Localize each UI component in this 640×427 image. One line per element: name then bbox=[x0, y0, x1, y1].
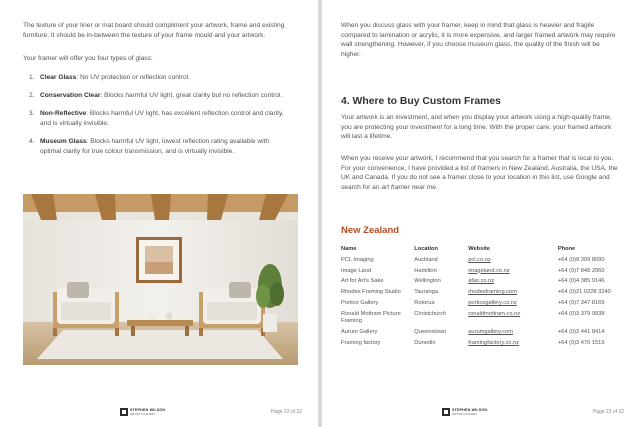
glass-term: Clear Glass bbox=[40, 74, 77, 81]
table-row: Portico Gallery Rotorua porticogallery.co.nz +64 (0)7 347 8169 bbox=[340, 299, 620, 310]
col-location: Location bbox=[414, 245, 438, 252]
website-link[interactable]: rhodesframing.com bbox=[468, 289, 517, 296]
table-row: Framing factory Dunedin framingfactory.co.nz +64 (0)3 470 1519 bbox=[340, 339, 620, 350]
website-link[interactable]: pcl.co.nz bbox=[468, 256, 491, 263]
website-link[interactable]: afas.co.nz bbox=[468, 278, 495, 285]
website-link[interactable]: framingfactory.co.nz bbox=[468, 340, 520, 347]
gallery-logo: STEPHEN WILSON ARTIST GALLERY bbox=[442, 408, 492, 417]
living-room-photo bbox=[23, 194, 298, 365]
glass-desc: : Blocks harmful UV light, great clarity but no reflection control. bbox=[100, 92, 283, 100]
col-phone: Phone bbox=[557, 245, 576, 252]
glass-term: Conservation Clear bbox=[40, 92, 101, 100]
liner-texture-paragraph: The texture of your liner or mat board should compliment your artwork, frame and existing furniture. It should be in-between the texture of your frame mould and your artwork. bbox=[23, 22, 285, 39]
country-heading: New Zealand bbox=[341, 225, 400, 236]
website-link[interactable]: aurumgallery.com bbox=[468, 329, 514, 336]
col-name: Name bbox=[341, 245, 357, 252]
glass-desc: : Blocks harmful UV light, lowest reflection rating available with optimal clarity for true colour transmission, and is virtually invisible. bbox=[40, 138, 270, 155]
logo-mark-icon bbox=[442, 408, 450, 416]
page-footer bbox=[322, 406, 640, 420]
list-item: 3. Non-Reflective: Blocks harmful UV light, has excellent reflection control and clarity, and is virtually invisible. bbox=[29, 110, 284, 127]
gallery-logo: STEPHEN WILSON ARTIST GALLERY bbox=[120, 408, 170, 417]
website-link[interactable]: imageland.co.nz bbox=[468, 267, 510, 274]
page-22 bbox=[0, 0, 318, 427]
investment-paragraph: Your artwork is an investment, and when you display your artwork using a high-quality frame, you are protecting your investment for a long time. With the proper care, your framed artwork will last a lifetime. bbox=[341, 114, 612, 141]
framers-table bbox=[340, 244, 620, 350]
glass-term: Museum Glass bbox=[40, 138, 87, 146]
table-row: Ronald Mottram Picture Framing Christchurch ronaldmottram.co.nz +64 (0)3 379 9938 bbox=[340, 310, 620, 328]
local-framer-paragraph: When you receive your artwork, I recommend that you search for a framer that is local to you. For your convenience, I have provided a list of framers in New Zealand, Australia, the USA, the UK and Canada. If you do not see a framer close to your location in this list, use Google and search for an art framer near me. bbox=[341, 155, 618, 191]
table-row: Aurum Gallery Queenstown aurumgallery.com +64 (0)3 441 8414 bbox=[340, 328, 620, 339]
page-number: Page 22 of 32 bbox=[270, 409, 302, 415]
glass-types-list bbox=[29, 73, 292, 165]
glass-considerations-paragraph: When you discuss glass with your framer, keep in mind that glass is heavier and fragile compared to lamination or acrylic, it is more expensive, and larger framed artwork may require wall strengthening. However, if you choose museum glass, the quality of the finish will be higher. bbox=[341, 22, 616, 58]
table-header-row bbox=[340, 244, 620, 255]
section-heading: 4. Where to Buy Custom Frames bbox=[341, 96, 501, 107]
table-row: Rhodes Framing Studio Tauranga rhodesframing.com +64 (0)21 0228 3240 bbox=[340, 288, 620, 299]
list-item: 4. Museum Glass: Blocks harmful UV light, lowest reflection rating available with optimal clarity for true colour transmission, and is virtually invisible. bbox=[29, 138, 270, 155]
list-item: 1. Clear Glass: No UV protection or reflection control. bbox=[29, 74, 190, 81]
table-row: Art for Art's Sake Wellington afas.co.nz +64 (0)4 385 9146 bbox=[340, 277, 620, 288]
table-row: PCL Imaging Auckland pcl.co.nz +64 (0)9 309 8090 bbox=[340, 255, 620, 266]
website-link[interactable]: porticogallery.co.nz bbox=[468, 300, 517, 307]
page-number: Page 23 of 32 bbox=[592, 409, 624, 415]
logo-mark-icon bbox=[120, 408, 128, 416]
page-footer bbox=[0, 406, 318, 420]
glass-intro: Your framer will offer you four types of glass: bbox=[23, 55, 153, 62]
table-row: Image Land Hamilton imageland.co.nz +64 (0)7 848 2060 bbox=[340, 266, 620, 277]
glass-desc: : Blocks harmful UV light, has excellent reflection control and clarity, and is virtually invisible. bbox=[40, 110, 284, 127]
list-item: 2. Conservation Clear: Blocks harmful UV light, great clarity but no reflection control. bbox=[29, 92, 283, 100]
website-link[interactable]: ronaldmottram.co.nz bbox=[468, 311, 521, 318]
page-23 bbox=[322, 0, 640, 427]
glass-term: Non-Reflective bbox=[40, 110, 87, 118]
col-website: Website bbox=[468, 245, 490, 252]
glass-desc: : No UV protection or reflection control. bbox=[76, 74, 190, 81]
